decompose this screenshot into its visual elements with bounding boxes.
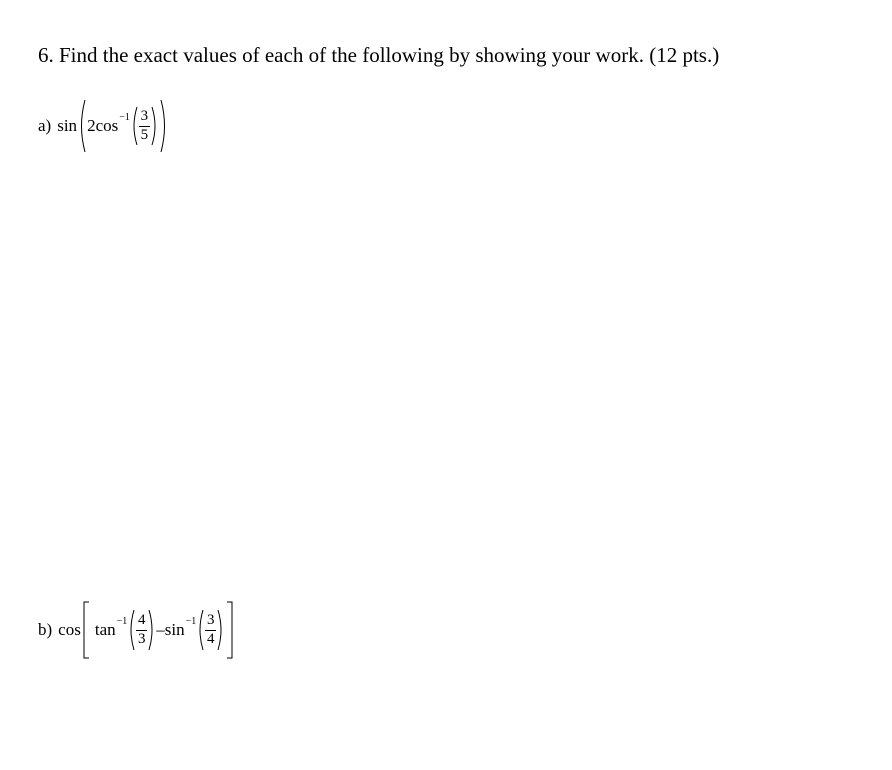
cos-function: cos (95, 116, 119, 135)
minus-sign: – (156, 620, 165, 639)
sin-function: sin (57, 116, 78, 135)
fraction-three-fourths (205, 613, 216, 648)
right-paren-large (159, 98, 169, 154)
fraction-numerator: 4 (138, 611, 146, 628)
right-paren-small (217, 608, 225, 652)
fraction-denominator: 5 (140, 126, 149, 143)
right-bracket-large (225, 600, 235, 660)
fraction-denominator: 3 (138, 630, 146, 647)
part-a-label: a) (38, 116, 52, 135)
cos-function: cos (58, 620, 81, 639)
left-bracket-large (81, 600, 91, 660)
left-paren-large (77, 98, 87, 154)
inverse-exponent: −1 (119, 111, 130, 123)
fraction-numerator: 3 (207, 611, 215, 628)
fraction-four-thirds (136, 613, 147, 648)
tan-function: tan (94, 620, 116, 639)
inverse-exponent: −1 (185, 615, 197, 627)
question-heading: 6. Find the exact values of each of the following by showing your work. (12 pts.) (38, 43, 720, 67)
coefficient: 2 (87, 116, 96, 135)
part-b-label: b) (38, 620, 53, 639)
left-paren-small (127, 608, 135, 652)
sin-function: sin (164, 620, 185, 639)
fraction-numerator: 3 (140, 107, 149, 124)
left-paren-small (130, 105, 138, 147)
part-b-expression (38, 598, 235, 662)
fraction-denominator: 4 (207, 630, 215, 647)
fraction-three-fifths (139, 109, 150, 144)
right-paren-small (151, 105, 159, 147)
part-a-expression (38, 96, 169, 156)
left-paren-small (196, 608, 204, 652)
inverse-exponent: −1 (116, 615, 128, 627)
